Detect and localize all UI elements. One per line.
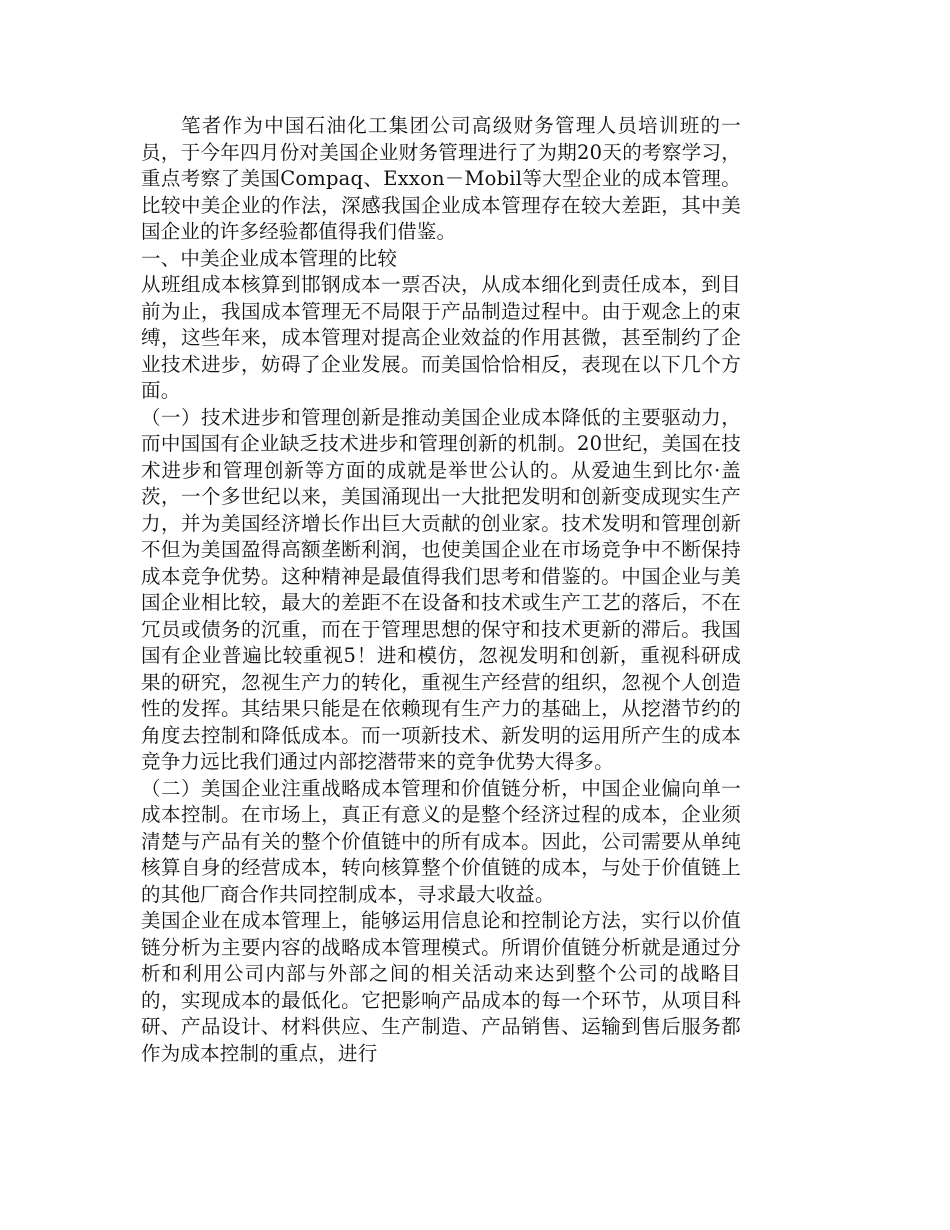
body-paragraph: （二）美国企业注重战略成本管理和价值链分析，中国企业偏向单一成本控制。在市场上，真正有意义的是整个经济过程的成本，企业须清楚与产品有关的整个价值链中的所有成本。因此，公司需要从单纯核算自身的经营成本，转向核算整个价值链的成本，与处于价值链上的其他厂商合作共同控制成本，寻求最大收益。 [141,776,741,906]
intro-paragraph: 笔者作为中国石油化工集团公司高级财务管理人员培训班的一员，于今年四月份对美国企业财务管理进行了为期20天的考察学习，重点考察了美国Compaq、Exxon－Mobil等大型企业的成本管理。比较中美企业的作法，深感我国企业成本管理存在较大差距，其中美国企业的许多经验都值得我们借鉴。 [141,114,741,243]
body-paragraph: 美国企业在成本管理上，能够运用信息论和控制论方法，实行以价值链分析为主要内容的战略成本管理模式。所谓价值链分析就是通过分析和利用公司内部与外部之间的相关活动来达到整个公司的战略目的，实现成本的最低化。它把影响产品成本的每一个环节，从项目科研、产品设计、材料供应、生产制造、产品销售、运输到售后服务都作为成本控制的重点，进行 [141,909,741,1065]
section-heading: 一、中美企业成本管理的比较 [141,246,398,270]
document-body [141,113,741,1067]
body-paragraph: 从班组成本核算到邯钢成本一票否决，从成本细化到责任成本，到目前为止，我国成本管理无不局限于产品制造过程中。由于观念上的束缚，这些年来，成本管理对提高企业效益的作用甚微，甚至制约了企业技术进步，妨碍了企业发展。而美国恰恰相反，表现在以下几个方面。 [141,273,741,402]
body-paragraph: （一）技术进步和管理创新是推动美国企业成本降低的主要驱动力，而中国国有企业缺乏技术进步和管理创新的机制。20世纪，美国在技术进步和管理创新等方面的成就是举世公认的。从爱迪生到比尔·盖茨，一个多世纪以来，美国涌现出一大批把发明和创新变成现实生产力，并为美国经济增长作出巨大贡献的创业家。技术发明和管理创新不但为美国盈得高额垄断利润，也使美国企业在市场竞争中不断保持成本竞争优势。这种精神是最值得我们思考和借鉴的。中国企业与美国企业相比较，最大的差距不在设备和技术或生产工艺的落后，不在冗员或债务的沉重，而在于管理思想的保守和技术更新的滞后。我国国有企业普遍比较重视5！进和模仿，忽视发明和创新，重视科研成果的研究，忽视生产力的转化，重视生产经营的组织，忽视个人创造性的发挥。其结果只能是在依赖现有生产力的基础上，从挖潜节约的角度去控制和降低成本。而一项新技术、新发明的运用所产生的成本竞争力远比我们通过内部挖潜带来的竞争优势大得多。 [141,405,741,773]
